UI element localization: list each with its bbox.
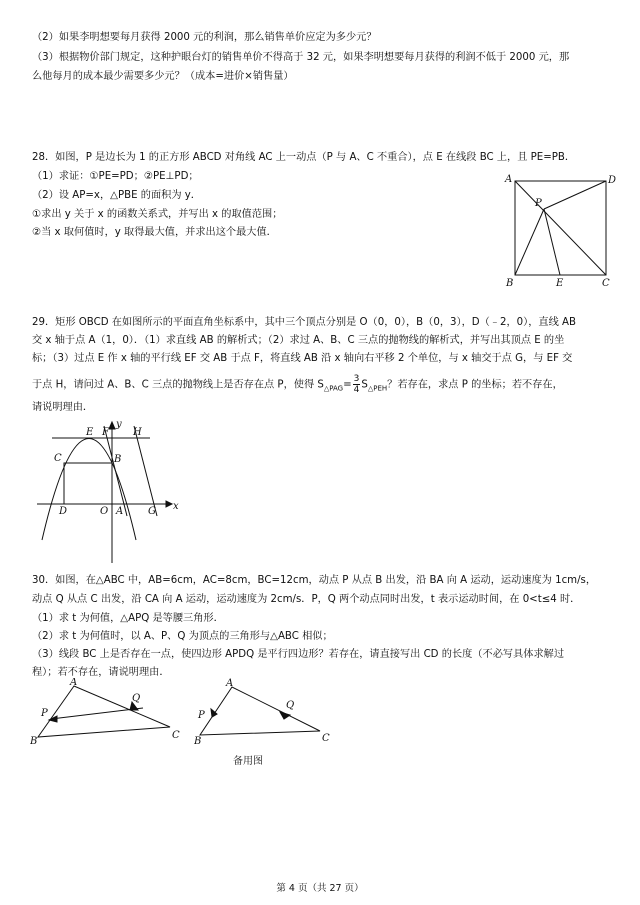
label-p-spare: P [198, 710, 205, 721]
triangle-abc [38, 686, 170, 737]
q27-line-2: （3）根据物价部门规定，这种护眼台灯的销售单价不得高于 32 元，如果李明想要每月获得的利润不低于 2000 元，那 [32, 52, 570, 63]
label-a: A [505, 174, 513, 185]
triangle-figure-main [30, 678, 190, 750]
q29-line-4-end: ？若存在，求点 P 的坐标；若不存在， [387, 379, 563, 391]
label-e: E [556, 278, 564, 288]
label-o: O [100, 506, 109, 517]
label-p: P [41, 708, 48, 719]
label-a: A [116, 506, 124, 517]
label-d: D [608, 175, 617, 186]
triangle-figure-spare [194, 678, 344, 750]
q30-line-1: 30．如图，在△ABC 中，AB=6cm，AC=8cm，BC=12cm，动点 P 从点 B 出发，沿 BA 向 A 运动，运动速度为 1cm/s， [32, 575, 597, 586]
diagonal-ac [515, 181, 606, 275]
area-subscript-peh: △PEH [367, 384, 388, 393]
equals-sign: = [343, 379, 352, 391]
label-p: P [535, 198, 542, 209]
segment-pd [544, 181, 606, 209]
q30-line-6: 程）；若不存在，请说明理由． [32, 667, 170, 678]
label-a-spare: A [226, 678, 234, 689]
label-c: C [54, 453, 62, 464]
label-g: G [148, 506, 156, 517]
q30-line-4: （2）求 t 为何值时，以 A、P、Q 为顶点的三角形与△ABC 相似； [32, 631, 333, 642]
q29-line-2: 交 x 轴于点 A（1，0）．（1）求直线 AB 的解析式；（2）求过 A、B、C 三点的抛物线的解析式，并写出其顶点 E 的坐 [32, 335, 565, 346]
area-subscript-pag: △PAG [323, 384, 344, 393]
q27-line-3: 么他每月的成本最少需要多少元？（成本=进价×销售量） [32, 71, 294, 82]
q28-line-1: 28．如图，P 是边长为 1 的正方形 ABCD 对角线 AC 上一动点（P 与 A、C 不重合），点 E 在线段 BC 上，且 PE=PB． [32, 152, 576, 163]
label-f: F [102, 427, 109, 438]
q29-line-1: 29．矩形 OBCD 在如图所示的平面直角坐标系中，其中三个顶点分别是 O（0，0），B（0，3），D（﹣2，0），直线 AB [32, 317, 576, 328]
coordinate-figure [32, 418, 182, 566]
q29-line-3: 标；（3）过点 E 作 x 轴的平行线 EF 交 AB 于点 F，将直线 AB 沿 x 轴向右平移 2 个单位，与 x 轴交于点 G，与 EF 交 [32, 353, 573, 364]
page-footer: 第 4 页（共 27 页） [276, 883, 364, 894]
label-b: B [506, 278, 514, 288]
fraction-three-quarters [353, 374, 361, 395]
label-x: x [173, 501, 179, 512]
label-b-spare: B [194, 736, 202, 747]
arrow-p [49, 716, 57, 722]
x-axis-arrow [166, 501, 172, 507]
label-q: Q [132, 693, 141, 704]
label-q-spare: Q [286, 700, 295, 711]
y-axis-arrow [109, 422, 115, 429]
fraction-numerator: 3 [353, 374, 360, 384]
label-d: D [59, 506, 68, 517]
q29-line-4-start: 于点 H，请问过 A、B、C 三点的抛物线上是否存在点 P，使得 S [32, 379, 324, 391]
label-h: H [133, 427, 142, 438]
q29-line-4 [32, 374, 563, 396]
label-e: E [86, 427, 94, 438]
q28-line-4: ①求出 y 关于 x 的函数关系式，并写出 x 的取值范围； [32, 209, 283, 220]
label-b: B [114, 454, 122, 465]
label-c-spare: C [322, 733, 330, 744]
segment-pb [515, 209, 544, 275]
label-y: y [116, 419, 122, 430]
line-gh [134, 426, 157, 516]
square-figure [498, 168, 620, 288]
q29-line-5: 请说明理由． [32, 402, 94, 413]
q27-line-1: （2）如果李明想要每月获得 2000 元的利润，那么销售单价应定为多少元？ [32, 32, 377, 43]
fraction-denominator: 4 [353, 385, 360, 395]
q30-line-5: （3）线段 BC 上是否存在一点，使四边形 APDQ 是平行四边形？若存在，请直接写出 CD 的长度（不必写具体求解过 [32, 649, 565, 660]
q28-line-3: （2）设 AP=x，△PBE 的面积为 y． [32, 190, 201, 201]
label-c: C [602, 278, 610, 288]
q28-line-2: （1）求证：①PE=PD；②PE⊥PD； [32, 171, 199, 182]
spare-figure-caption: 备用图 [233, 756, 263, 767]
q30-line-2: 动点 Q 从点 C 出发，沿 CA 向 A 运动，运动速度为 2cm/s．P，Q 两个动点同时出发，t 表示运动时间，在 0<t≤4 时． [32, 594, 581, 605]
label-a: A [70, 678, 78, 688]
segment-pq [51, 708, 143, 719]
arrow-q-spare [280, 712, 290, 719]
label-b: B [30, 736, 38, 747]
label-c: C [172, 730, 180, 741]
rectangle-obcd [64, 463, 112, 504]
q30-line-3: （1）求 t 为何值，△APQ 是等腰三角形． [32, 613, 224, 624]
triangle-abc-spare [200, 687, 320, 735]
q28-line-5: ②当 x 取何值时，y 取得最大值，并求出这个最大值． [32, 227, 277, 238]
area-symbol: S [361, 379, 368, 391]
